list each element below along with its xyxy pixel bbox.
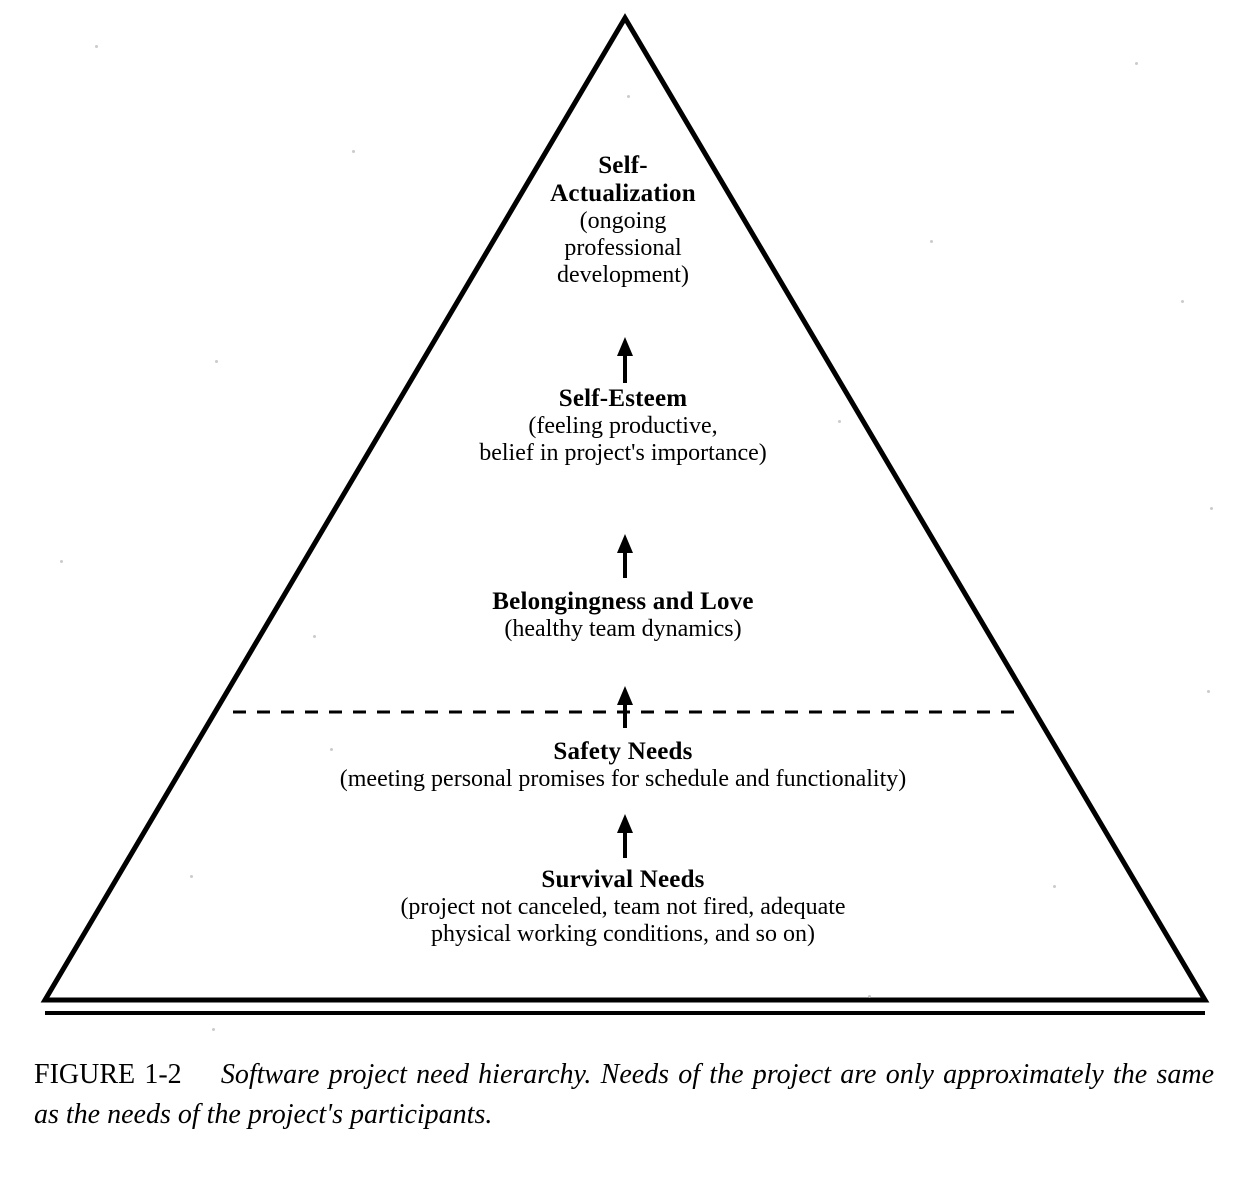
scan-speck [1207, 690, 1210, 693]
scan-speck [330, 748, 333, 751]
tier-self-actualization-title: Self- Actualization [550, 152, 696, 207]
tier-safety-needs-subtitle: (meeting personal promises for schedule and functionality) [339, 766, 907, 792]
tier-belongingness-and-love [323, 588, 923, 643]
tier-self-esteem-title: Self-Esteem [558, 385, 688, 412]
scan-speck [95, 45, 98, 48]
scan-speck [1135, 62, 1138, 65]
arrow-up-to-belongingness [617, 686, 633, 728]
scan-speck [627, 95, 630, 98]
tier-belongingness-title: Belongingness and Love [492, 588, 754, 615]
tier-self-actualization-subtitle: (ongoing professional development) [557, 208, 689, 288]
scan-speck [352, 150, 355, 153]
scan-speck [1181, 300, 1184, 303]
tier-safety-needs [123, 738, 1123, 793]
scan-speck [930, 240, 933, 243]
tier-self-esteem [323, 385, 923, 467]
scan-speck [838, 420, 841, 423]
tier-survival-needs [163, 866, 1083, 948]
tier-survival-needs-subtitle: (project not canceled, team not fired, adequate physical working conditions, and so on) [400, 894, 846, 947]
scan-speck [313, 635, 316, 638]
scan-speck [190, 875, 193, 878]
arrow-up-to-safety [617, 814, 633, 858]
scan-speck [1053, 885, 1056, 888]
scan-speck [215, 360, 218, 363]
scan-speck [212, 1028, 215, 1031]
arrow-up-to-self-actualization [617, 337, 633, 383]
scan-speck [1210, 507, 1213, 510]
tier-belongingness-subtitle: (healthy team dynamics) [504, 616, 742, 642]
scan-speck [868, 995, 871, 998]
tier-self-esteem-subtitle: (feeling productive, belief in project's importance) [479, 413, 767, 466]
figure-caption [34, 1055, 1214, 1135]
arrow-up-to-self-esteem [617, 534, 633, 578]
tier-survival-needs-title: Survival Needs [541, 866, 705, 893]
tier-safety-needs-title: Safety Needs [553, 738, 693, 765]
tier-self-actualization [423, 152, 823, 289]
figure-number: FIGURE 1-2 [34, 1059, 182, 1090]
figure-caption-text: Software project need hierarchy. Needs of the project are only approximately the same as the needs of the project's participants. [34, 1059, 1214, 1130]
scan-speck [60, 560, 63, 563]
